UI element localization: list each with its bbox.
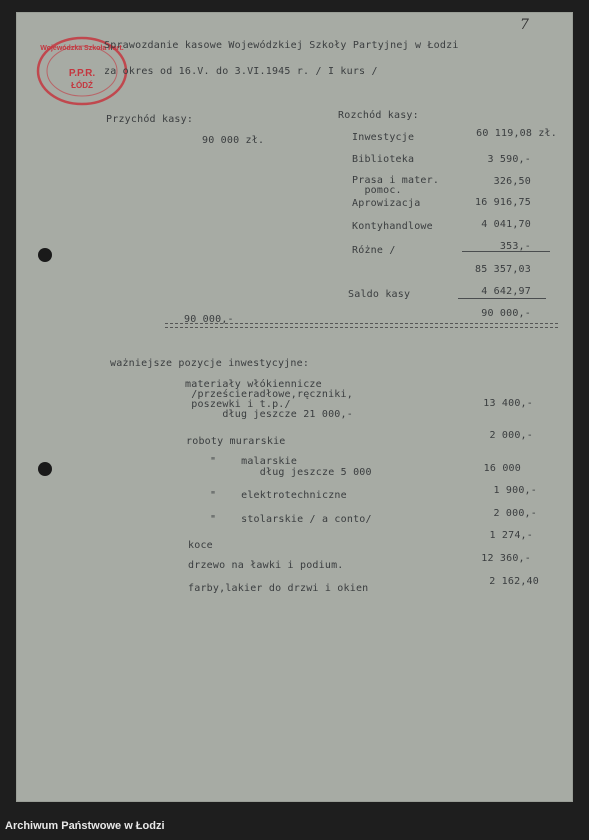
investment-amount: 1 900,- [493,485,537,496]
total-right: 90 000,- [481,308,531,319]
saldo-label: Saldo kasy [348,289,411,300]
investment-amount: 2 000,- [493,508,537,519]
expense-amount: 353,- [499,241,531,252]
stamp-center-text: P.P.R. [68,68,96,79]
investment-name: materiały włókiennicze /prześcieradłowe,ręczniki, poszewki i t.p./ dług jeszcze 21 000,- [185,379,353,420]
page-number: 7 [520,17,530,33]
expense-amount: 60 119,08 zł. [476,128,557,139]
saldo-amount: 4 642,97 [481,286,531,297]
archive-name: Archiwum Państwowe w Łodzi [5,820,165,832]
investment-amount: 1 274,- [489,530,533,541]
investment-amount: 12 360,- [481,553,531,564]
stamp-top-text: Wojewódzka Szkoła Part. [40,45,124,52]
income-amount: 90 000 zł. [202,135,265,146]
expense-name: Biblioteka [352,154,415,165]
expense-name: Prasa i mater. pomoc. [352,175,440,196]
income-label: Przychód kasy: [106,114,194,125]
investment-name: drzewo na ławki i podium. [188,560,344,571]
investment-amount: 13 400,- [483,398,533,409]
saldo-rule [458,298,546,299]
expense-name: Różne / [352,245,396,256]
subtotal-rule [462,251,550,252]
investment-amount: 2 162,40 [489,576,539,587]
investment-name: " stolarskie / a conto/ [210,514,372,525]
archive-footer [0,812,589,840]
total-double-rule [165,323,558,328]
investment-name: " malarskie dług jeszcze 5 000 [210,456,372,478]
expenses-subtotal: 85 357,03 [475,264,531,275]
header-line-1: Sprawozdanie kasowe Wojewódzkiej Szkoły Partyjnej w Łodzi [104,40,459,51]
stamp-city-text: ŁÓDŹ [71,81,93,90]
investment-name: farby,lakier do drzwi i okien [188,583,369,594]
expense-name: Inwestycje [352,132,415,143]
expense-amount: 16 916,75 [475,197,531,208]
investments-heading: ważniejsze pozycje inwestycyjne: [110,358,310,369]
investment-name: roboty murarskie [186,436,286,447]
expense-name: Kontyhandlowe [352,221,433,232]
expense-amount: 326,50 [493,176,531,187]
expense-name: Aprowizacja [352,198,421,209]
header-line-2: za okres od 16.V. do 3.VI.1945 r. / I kurs / [104,66,378,77]
investment-name: " elektrotechniczne [210,490,347,501]
total-left: 90 000,- [184,314,234,325]
investment-amount: 2 000,- [489,430,533,441]
expense-amount: 4 041,70 [481,219,531,230]
investment-amount: 16 000 [483,463,521,474]
expenses-label: Rozchód kasy: [338,110,419,121]
expense-amount: 3 590,- [487,154,531,165]
punch-hole [38,248,52,262]
investment-name: koce [188,540,213,551]
punch-hole [38,462,52,476]
